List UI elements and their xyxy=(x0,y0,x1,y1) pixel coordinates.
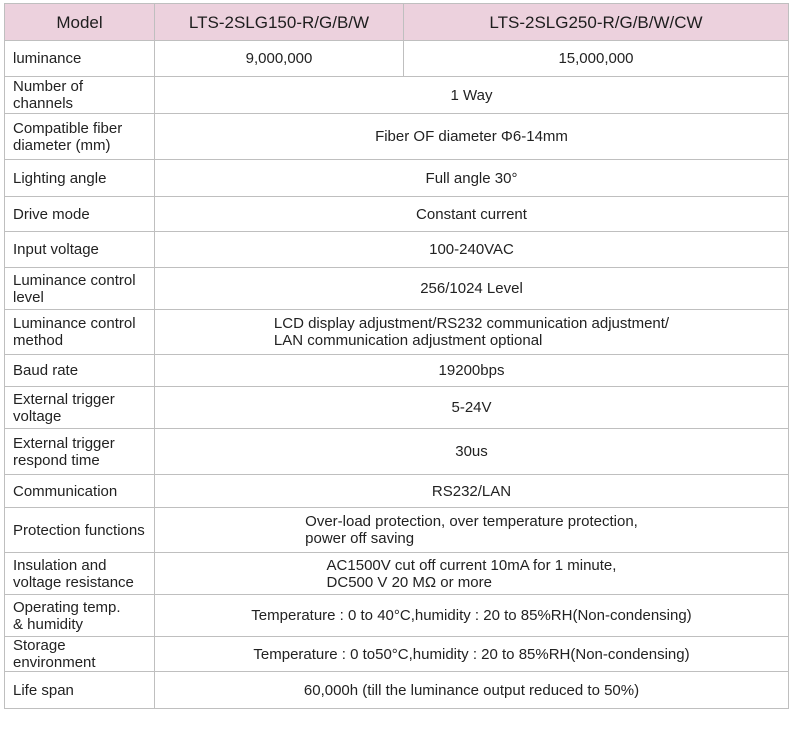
row-value-line: 5-24V xyxy=(451,399,492,416)
table-row xyxy=(5,310,789,355)
row-label-line: Number of channels xyxy=(13,78,84,112)
row-value-text xyxy=(274,315,669,349)
row-value xyxy=(155,637,789,672)
row-value-line: 1 Way xyxy=(450,86,493,104)
row-value xyxy=(155,595,789,637)
table-row xyxy=(5,595,789,637)
row-label xyxy=(5,475,155,508)
row-value-text xyxy=(163,443,780,460)
table-row xyxy=(5,475,789,508)
row-label xyxy=(5,387,155,429)
row-label xyxy=(5,77,155,114)
row-value-text xyxy=(163,399,780,416)
row-value-text xyxy=(163,87,780,104)
row-value xyxy=(155,355,789,387)
row-value-text xyxy=(327,557,617,591)
row-value-text xyxy=(163,280,780,297)
row-label-line: Life span xyxy=(13,681,74,699)
row-label xyxy=(5,160,155,197)
table-row xyxy=(5,508,789,553)
row-value-text xyxy=(163,483,780,500)
row-label-line: respond time xyxy=(13,451,100,469)
table-row xyxy=(5,232,789,268)
row-value-line: Fiber OF diameter Φ6-14mm xyxy=(375,128,568,145)
row-label xyxy=(5,637,155,672)
row-label-line: Input voltage xyxy=(13,241,99,258)
table-row xyxy=(5,197,789,232)
row-label xyxy=(5,672,155,709)
row-value-line: 19200bps xyxy=(438,362,505,379)
row-label-line: level xyxy=(13,288,44,306)
spec-table xyxy=(4,3,789,709)
row-label xyxy=(5,508,155,553)
row-label-line: & humidity xyxy=(13,615,84,633)
row-label-line: Protection functions xyxy=(13,521,145,539)
luminance-value-a: 9,000,000 xyxy=(155,41,404,77)
row-label-line: voltage resistance xyxy=(13,573,134,591)
table-row xyxy=(5,637,789,672)
row-value xyxy=(155,160,789,197)
table-row xyxy=(5,672,789,709)
row-value-line: Over-load protection, over temperature protection, xyxy=(305,513,638,530)
row-value-line: 30us xyxy=(455,443,488,460)
row-label xyxy=(5,553,155,595)
model-header: Model xyxy=(5,4,155,41)
row-value-line: AC1500V cut off current 10mA for 1 minute, xyxy=(326,556,617,574)
row-label xyxy=(5,197,155,232)
row-label-line: Luminance control xyxy=(13,315,136,332)
row-value xyxy=(155,553,789,595)
row-label-line: Compatible fiber xyxy=(13,119,123,137)
row-label-line: voltage xyxy=(13,407,62,425)
row-value-line: LAN communication adjustment optional xyxy=(273,332,543,349)
row-value-line: Constant current xyxy=(416,205,527,223)
row-value-line: Temperature : 0 to50°C,humidity : 20 to 85%RH(Non-condensing) xyxy=(253,645,690,663)
table-row xyxy=(5,268,789,310)
row-value-text xyxy=(163,170,780,187)
row-value-line: Full angle 30° xyxy=(425,169,518,187)
row-value-line: DC500 V 20 MΩ or more xyxy=(326,573,492,591)
row-value-line: Temperature : 0 to 40°C,humidity : 20 to 85%RH(Non-condensing) xyxy=(251,607,692,624)
row-label xyxy=(5,310,155,355)
row-label xyxy=(5,232,155,268)
row-value xyxy=(155,197,789,232)
row-value-line: LCD display adjustment/RS232 communication adjustment/ xyxy=(273,315,670,332)
row-value-line: 256/1024 Level xyxy=(420,280,523,297)
row-value xyxy=(155,232,789,268)
row-label xyxy=(5,595,155,637)
table-row-luminance xyxy=(5,41,789,77)
row-label-line: Communication xyxy=(13,482,118,500)
row-value-text xyxy=(305,513,638,547)
row-value-line: power off saving xyxy=(305,530,415,547)
row-label-line: External trigger xyxy=(13,390,115,408)
row-label-line: Storage environment xyxy=(13,637,96,671)
row-value xyxy=(155,508,789,553)
row-value-text xyxy=(163,646,780,663)
row-value-text xyxy=(163,206,780,223)
model-a-header: LTS-2SLG150-R/G/B/W xyxy=(155,4,404,41)
row-value-line: 60,000h (till the luminance output reduced to 50%) xyxy=(303,681,640,699)
row-label-line: Insulation and xyxy=(13,556,107,574)
row-label-line: method xyxy=(13,332,64,349)
table-row xyxy=(5,355,789,387)
row-value-line: 100-240VAC xyxy=(429,241,514,258)
row-label xyxy=(5,355,155,387)
row-value xyxy=(155,429,789,475)
luminance-value-b: 15,000,000 xyxy=(404,41,789,77)
row-value xyxy=(155,387,789,429)
row-value-text xyxy=(163,241,780,258)
row-label-line: External trigger xyxy=(13,434,115,452)
row-value-text xyxy=(163,607,780,624)
table-row xyxy=(5,160,789,197)
row-label-line: Lighting angle xyxy=(13,169,107,187)
header-row xyxy=(5,4,789,41)
row-value xyxy=(155,114,789,160)
table-row xyxy=(5,387,789,429)
row-value xyxy=(155,475,789,508)
table-row xyxy=(5,77,789,114)
row-label-line: Baud rate xyxy=(13,362,79,379)
row-value xyxy=(155,268,789,310)
row-value-text xyxy=(163,128,780,145)
row-value xyxy=(155,77,789,114)
row-label-line: diameter (mm) xyxy=(13,136,111,154)
row-label: luminance xyxy=(5,41,155,77)
table-row xyxy=(5,114,789,160)
row-label xyxy=(5,429,155,475)
row-value xyxy=(155,310,789,355)
table-row xyxy=(5,553,789,595)
row-value-text xyxy=(163,362,780,379)
model-b-header: LTS-2SLG250-R/G/B/W/CW xyxy=(404,4,789,41)
row-value-line: RS232/LAN xyxy=(431,482,512,500)
row-label-line: Operating temp. xyxy=(13,598,121,616)
row-value xyxy=(155,672,789,709)
row-label-line: Luminance control xyxy=(13,271,136,289)
row-label xyxy=(5,268,155,310)
row-label xyxy=(5,114,155,160)
table-row xyxy=(5,429,789,475)
row-label-line: Drive mode xyxy=(13,205,90,223)
row-value-text xyxy=(163,682,780,699)
